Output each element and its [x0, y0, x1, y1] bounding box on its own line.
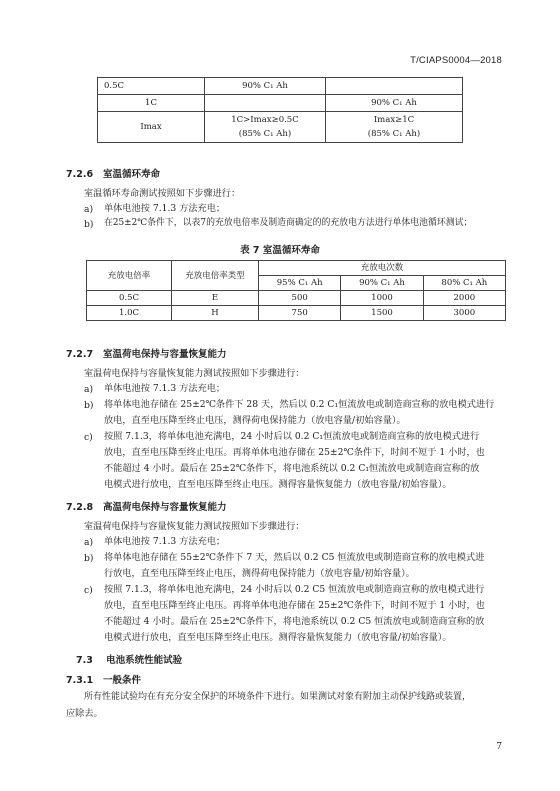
section-number: 7.2.8 [66, 502, 94, 513]
table-cell: 90% C₁ Ah [205, 78, 326, 95]
table-cell [326, 78, 463, 95]
list-item: 单体电池按 7.1.3 方法充电； [104, 203, 226, 214]
list-marker: c) [84, 585, 93, 596]
list-item-line: 放电，直至电压降至终止电压。再将单体电池存储在 25±2℃条件下，时间不短于 1 小时，也 [104, 600, 485, 611]
table-row [98, 95, 463, 112]
table-cell [205, 112, 326, 143]
list-item-line: 不能超过 4 小时。最后在 25±2℃条件下，将电池系统以 0.2 C5 恒流放电或制造商宣称的放 [104, 616, 485, 627]
list-item-line: 电模式进行放电，直至电压降至终止电压。测得容量恢复能力（放电容量/初始容量）。 [104, 479, 452, 490]
paragraph-line: 所有性能试验均在有充分安全保护的环境条件下进行。如果测试对象有附加主动保护线路或装置， [84, 692, 472, 702]
table-cell: 500 [259, 291, 341, 306]
table-cell: 1C [98, 95, 205, 112]
section-number: 7.3.1 [66, 675, 94, 686]
list-marker: c) [84, 432, 93, 443]
table-cell: 0.5C [98, 78, 205, 95]
list-item-line: 将单体电池存储在 25±2℃条件下 28 天，然后以 0.2 C₁恒流放电或制造商宣称的放电模式进行 [104, 399, 495, 410]
table-subheader: 90% C₁ Ah [341, 276, 423, 291]
list-item-line: 按照 7.1.3，将单体电池充满电，24 小时后以 0.2 C5 恒流放电或制造商宣称的放电模式进行 [104, 584, 485, 595]
paragraph: 室温荷电保持与容量恢复能力测试按照如下步骤进行： [84, 368, 305, 379]
table-cell [326, 112, 463, 143]
list-item-line: 电模式进行放电，直至电压降至终止电压。测得容量恢复能力（放电容量/初始容量）。 [104, 632, 452, 643]
section-heading [76, 652, 182, 666]
table-cell: 1500 [341, 306, 423, 321]
list-item-line: 按照 7.1.3，将单体电池充满电，24 小时后以 0.2 C₁恒流放电或制造商宣称的放电模式进行 [104, 431, 480, 442]
table-cell: 3000 [423, 306, 505, 321]
table-cell: 0.5C [87, 291, 172, 306]
table-header: 充放电倍率 [87, 261, 172, 291]
table-cell: 1000 [341, 291, 423, 306]
list-marker: a) [84, 204, 94, 215]
cell-line: (85% C₁ Ah) [367, 129, 421, 139]
table-cell: 2000 [423, 291, 505, 306]
section-title: 电池系统性能试验 [106, 655, 183, 666]
list-marker: b) [84, 219, 94, 230]
list-item-line: 不能超过 4 小时。最后在 25±2℃条件下，将电池系统以 0.2 C₁恒流放电或制造商宣称的放 [104, 463, 480, 474]
table-cell: E [172, 291, 259, 306]
list-item-line: 放电，直至电压降至终止电压。再将单体电池存储在 25±2℃条件下，时间不短于 1 小时，也 [104, 447, 485, 458]
section-number: 7.3 [76, 655, 93, 666]
section-heading [66, 346, 227, 360]
section-number: 7.2.7 [66, 349, 94, 360]
table-header: 充放电倍率类型 [172, 261, 259, 291]
section-heading [66, 499, 227, 513]
table-cell: 750 [259, 306, 341, 321]
table-header: 充放电次数 [259, 261, 506, 276]
table-subheader: 80% C₁ Ah [423, 276, 505, 291]
table-cell: 1.0C [87, 306, 172, 321]
list-item: 单体电池按 7.1.3 方法充电； [104, 383, 226, 394]
paragraph: 室温荷电保持与容量恢复能力测试按照如下步骤进行： [84, 521, 305, 532]
capacity-table [97, 77, 463, 143]
table-row [98, 112, 463, 143]
table-cell [205, 95, 326, 112]
table-row [98, 78, 463, 95]
cycle-life-table [86, 260, 506, 321]
list-item-line: 放电，直至电压降至终止电压，测得荷电保持能力（放电容量/初始容量）。 [104, 415, 406, 426]
list-marker: b) [84, 553, 94, 564]
table-row [87, 306, 506, 321]
list-marker: b) [84, 400, 94, 411]
section-title: 一般条件 [103, 675, 142, 686]
cell-line: 1C>Imax≥0.5C [231, 115, 299, 125]
list-marker: a) [84, 384, 94, 395]
table-subheader: 95% C₁ Ah [259, 276, 341, 291]
cell-line: (85% C₁ Ah) [238, 129, 292, 139]
table-row [87, 291, 506, 306]
list-item-line: 将单体电池存储在 55±2℃条件下 7 天，然后以 0.2 C5 恒流放电或制造商宣称的放电模式进 [104, 552, 485, 563]
table-row [87, 261, 506, 276]
cell-line: Imax≥1C [373, 115, 415, 125]
list-item-line: 行放电，直至电压降至终止电压，测得荷电保持能力（放电容量/初始容量）。 [104, 568, 415, 579]
list-item: 在25±2℃条件下，以表7的充放电倍率及制造商确定的的充放电方法进行单体电池循环测试； [104, 218, 473, 228]
paragraph-line: 应除去。 [66, 708, 103, 719]
list-item: 单体电池按 7.1.3 方法充电； [104, 536, 226, 547]
page-number: 7 [496, 742, 502, 752]
section-title: 室温循环寿命 [103, 169, 161, 180]
table-cell: H [172, 306, 259, 321]
document-id: T/CIAPS0004—2018 [410, 55, 502, 66]
section-title: 室温荷电保持与容量恢复能力 [103, 349, 227, 360]
section-heading [66, 672, 141, 686]
section-heading [66, 166, 160, 180]
list-marker: a) [84, 537, 94, 548]
section-title: 高温荷电保持与容量恢复能力 [103, 502, 227, 513]
table-caption: 表 7 室温循环寿命 [240, 245, 320, 256]
table-cell: 90% C₁ Ah [326, 95, 463, 112]
paragraph: 室温循环寿命测试按照如下步骤进行： [84, 188, 241, 199]
section-number: 7.2.6 [66, 169, 94, 180]
table-cell: Imax [98, 112, 205, 143]
